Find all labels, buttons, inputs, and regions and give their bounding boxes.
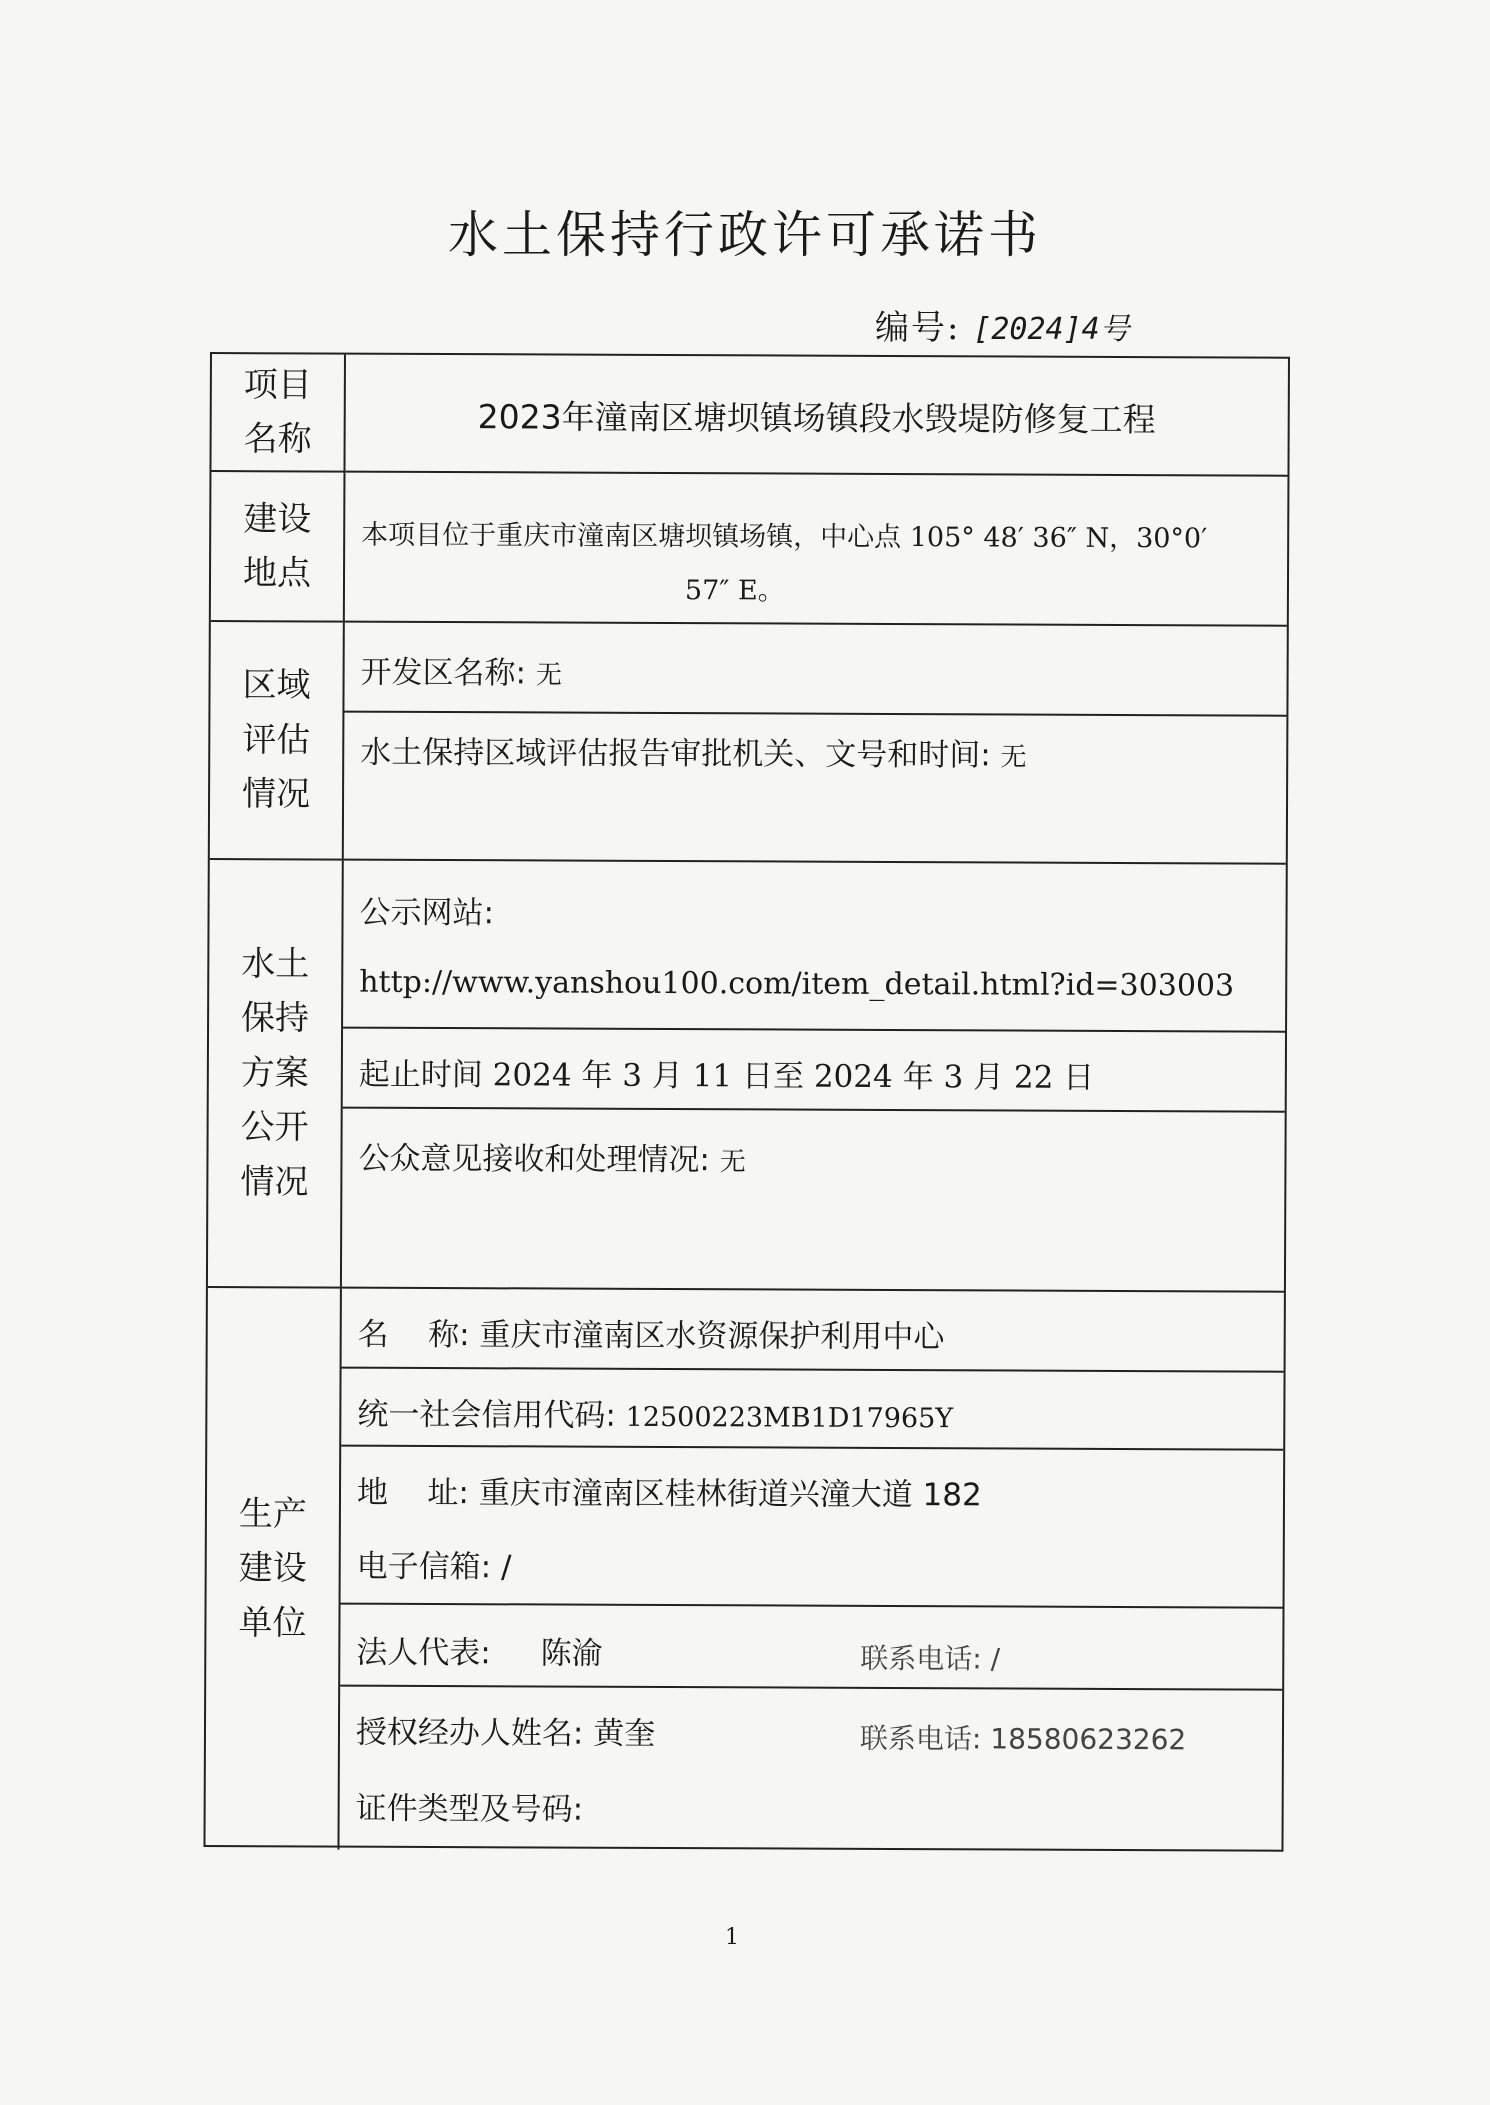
row-construction-unit	[205, 1288, 1283, 1854]
unit-name-field: 名 称: 重庆市潼南区水资源保护利用中心	[357, 1316, 945, 1356]
row-plan-disclosure	[208, 860, 1286, 1293]
email-field: 电子信箱: /	[356, 1548, 512, 1586]
serial-label: 编号:	[875, 308, 961, 348]
label-regional-assessment: 区域评估情况	[210, 622, 345, 859]
project-name-value: 2023年潼南区塘坝镇场镇段水毁堤防修复工程	[477, 397, 1156, 440]
label-project-name: 项目名称	[211, 354, 346, 471]
address-field: 地 址: 重庆市潼南区桂林街道兴潼大道 182	[356, 1474, 982, 1514]
serial-number	[875, 300, 1130, 349]
label-location: 建设地点	[211, 472, 346, 621]
legal-phone-field: 联系电话: /	[860, 1641, 1001, 1676]
commitment-form	[203, 352, 1290, 1852]
location-line-1: 本项目位于重庆市潼南区塘坝镇场镇，中心点 105° 48′ 36″ N，30°0′	[361, 519, 1208, 555]
public-feedback-field: 公众意见接收和处理情况: 无	[358, 1140, 746, 1179]
page-number: 1	[725, 1925, 739, 1950]
agent-phone-field: 联系电话: 18580623262	[859, 1721, 1187, 1757]
disclosure-period: 起止时间 2024 年 3 月 11 日至 2024 年 3 月 22 日	[358, 1056, 1095, 1096]
row-location	[211, 472, 1288, 627]
location-line-2: 57″ E。	[684, 575, 785, 607]
credit-code-field: 统一社会信用代码: 12500223MB1D17965Y	[357, 1396, 954, 1435]
website-url[interactable]: http://www.yanshou100.com/item_detail.html?id=303003	[359, 964, 1235, 1004]
label-plan-disclosure: 水土保持方案公开情况	[208, 860, 344, 1287]
agent-field: 授权经办人姓名: 黄奎	[355, 1714, 656, 1752]
website-label: 公示网站:	[359, 894, 495, 932]
legal-rep-field: 法人代表: 陈渝	[356, 1634, 603, 1672]
row-project-name	[211, 354, 1288, 477]
id-type-field: 证件类型及号码:	[355, 1790, 584, 1828]
row-regional-assessment	[210, 622, 1287, 865]
serial-value: [2024]4号	[973, 312, 1130, 347]
assessment-report-field: 水土保持区域评估报告审批机关、文号和时间: 无	[360, 734, 1027, 774]
page-title: 水土保持行政许可承诺书	[448, 206, 1042, 264]
label-construction-unit: 生产建设单位	[205, 1288, 341, 1850]
dev-zone-field: 开发区名称: 无	[360, 654, 562, 692]
